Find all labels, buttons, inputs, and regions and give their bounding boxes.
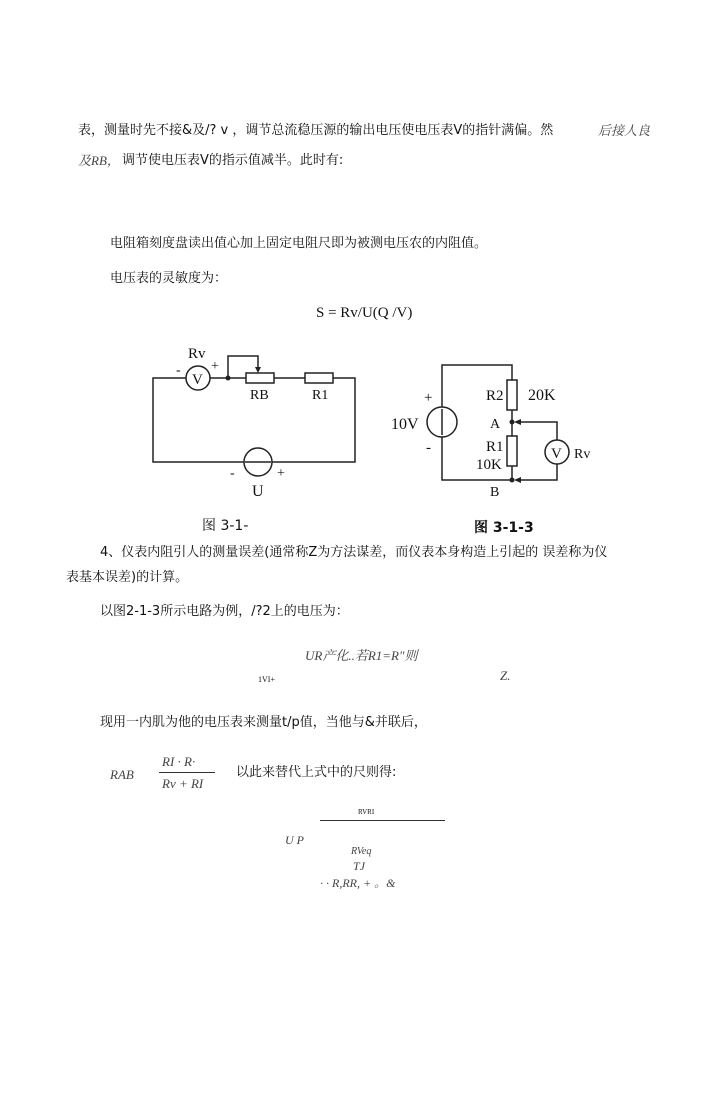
- para2: 电阻箱刻度盘读出值心加上固定电阻尺即为被测电压农的内阻值。: [110, 236, 488, 251]
- resistor-r1-right: [507, 436, 517, 466]
- circuit-wire: [517, 464, 557, 480]
- formula2-left: 1VI+: [258, 675, 275, 684]
- para6: 现用一内肌为他的电压表来测量t/p值，当他与&并联后，: [100, 715, 427, 730]
- formula4-l1: RVeq: [351, 846, 372, 857]
- resistor-r2: [507, 380, 517, 410]
- para1-line1-tail: 后接人良: [598, 123, 651, 138]
- formula2-right: Z.: [500, 668, 511, 683]
- circuit-label: R2: [486, 388, 504, 404]
- formula3-den: Rv + RI: [162, 776, 204, 791]
- para1-line1: 表，测量时先不接&及/? v ，调节总流稳压源的输出电压使电压表V的指针满偏。然: [78, 123, 554, 138]
- caption-right: 图 3-1-3: [474, 520, 534, 536]
- formula4-lhs: U P: [285, 833, 304, 847]
- circuit-wire: [514, 477, 521, 483]
- circuit-label: R1: [486, 439, 504, 455]
- formula3-fraction-bar: [159, 772, 215, 773]
- formula3-text: 以此来替代上式中的尺则得:: [236, 765, 397, 780]
- para1-line2: 调节使电压表V的指示值减半。此时有:: [122, 153, 344, 168]
- formula4-l2: TJ: [353, 859, 365, 873]
- formula3-lhs: RAB: [110, 767, 134, 782]
- circuit-label: Rv: [574, 447, 591, 462]
- circuit-wire: [510, 478, 515, 483]
- label-10v: 10V: [391, 416, 419, 433]
- circuit-label: -: [426, 440, 431, 456]
- circuit-label: +: [277, 466, 285, 481]
- circuit-wire: [510, 420, 515, 425]
- para4-line2: 表基本误差)的计算。: [66, 570, 189, 585]
- label-rb: RB: [250, 388, 269, 403]
- resistor-r1: [305, 373, 333, 383]
- circuit-label: B: [490, 485, 500, 500]
- circuit-label: V: [192, 372, 203, 388]
- resistor-rb: [246, 373, 274, 383]
- para3: 电压表的灵敏度为：: [110, 271, 228, 286]
- circuit-wire: [226, 376, 231, 381]
- para1-line2-head: 及RB，: [78, 153, 120, 168]
- circuit-label: +: [424, 390, 433, 406]
- circuit-wire: [228, 356, 258, 378]
- circuit-wire: [514, 419, 521, 425]
- formula2-main: UR产化..若R1=R"则: [305, 648, 418, 663]
- formula3-num: RI · R·: [162, 754, 196, 769]
- label-rv: Rv: [188, 346, 206, 362]
- circuit-figures: [0, 0, 720, 540]
- para5: 以图2-1-3所示电路为例，/?2上的电压为：: [100, 604, 349, 619]
- caption-left: 图 3-1-: [202, 518, 249, 534]
- circuit-label: -: [176, 363, 181, 378]
- formula-sensitivity: S = Rv/U(Q /V): [316, 305, 413, 321]
- label-u: U: [252, 483, 264, 500]
- circuit-label: +: [211, 359, 219, 374]
- para4-line1: 4、仪表内阻引人的测量误差(通常称Z为方法谋差，而仪表本身构造上引起的 误差称为仪: [100, 545, 608, 560]
- circuit-wire: [255, 367, 261, 373]
- circuit-label: A: [490, 417, 501, 432]
- circuit-label: V: [551, 446, 562, 462]
- circuit-wire: [517, 422, 557, 440]
- formula4-num: RVRI: [358, 808, 375, 816]
- circuit-label: -: [230, 466, 235, 481]
- circuit-label: 20K: [528, 387, 556, 404]
- circuit-left: [153, 356, 355, 476]
- formula4-l3: · · R,RR, + 。&: [320, 876, 396, 890]
- label-r1: R1: [312, 388, 329, 403]
- formula4-fraction-bar: [320, 820, 445, 821]
- circuit-label: 10K: [476, 457, 502, 473]
